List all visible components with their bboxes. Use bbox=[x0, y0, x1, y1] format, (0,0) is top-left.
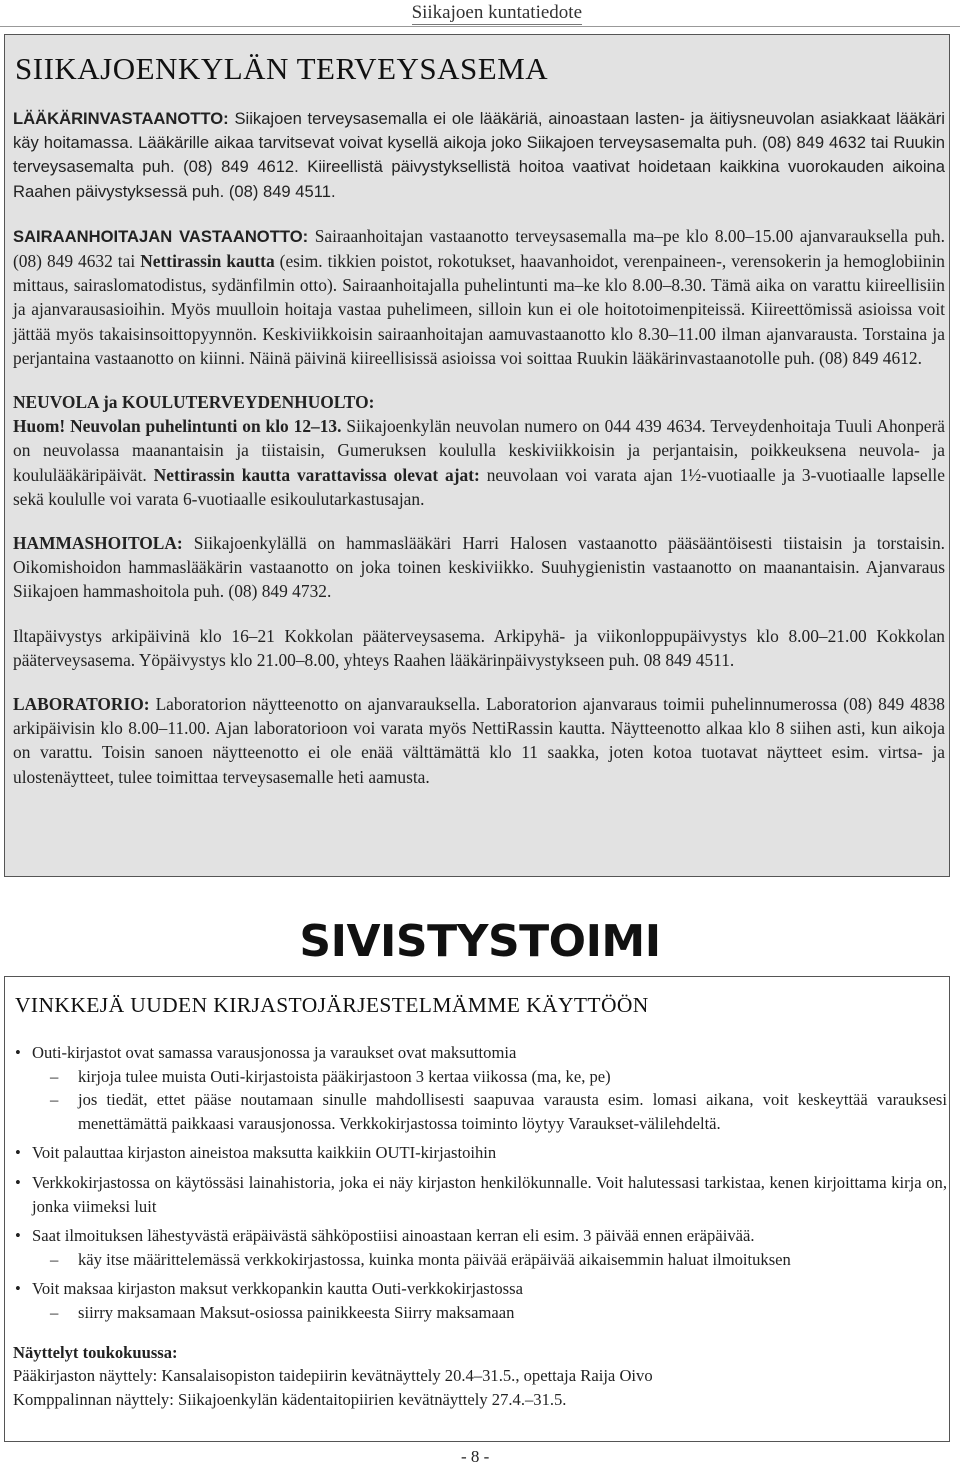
bullet-icon: • bbox=[15, 1172, 21, 1192]
bullet-text: Saat ilmoituksen lähestyvästä eräpäivästä sähköpostiisi ainoastaan kerran eli esim. 3 päivää ennen eräpäivää. bbox=[32, 1226, 755, 1246]
page-number: - 8 - bbox=[461, 1447, 490, 1466]
section-title: SIVISTYSTOIMI bbox=[299, 916, 661, 967]
clinic-text-1: Siikajoenkylän neuvolan numero on 044 439 4634. Terveydenhoitaja Tuuli Ahonperä on neuvolassa maanantaisin ja tiistaisin, Gumeruksen koululla keskiviikkoisin ja perjantaisin, poikkeuksena neuvola- ja koululääkäripäivät. bbox=[13, 416, 945, 485]
dash-icon: – bbox=[50, 1302, 59, 1322]
exhibitions-label: Näyttelyt toukokuussa: bbox=[13, 1342, 178, 1362]
sub-item-text: käy itse määrittelemässä verkkokirjastossa, kuinka monta päivää eräpäivää aikaisemmin haluat ilmoituksen bbox=[78, 1249, 791, 1269]
exhibition-line: Komppalinnan näyttely: Siikajoenkylän kädentaitopiirien kevätnäyttely 27.4.–31.5. bbox=[13, 1389, 567, 1409]
bullet-text: Verkkokirjastossa on käytössäsi lainahistoria, joka ei näy kirjaston henkilökunnalle. Voit halutessasi tarkistaa, kenen kirjoittama kirja on, jonka viimeksi luit bbox=[32, 1172, 947, 1216]
clinic-note: Huom! Neuvolan puhelintunti on klo 12–13. bbox=[13, 416, 342, 437]
nurse-paragraph bbox=[13, 224, 945, 370]
nurse-bold-1: Nettirassin kautta bbox=[140, 251, 275, 272]
doctor-text: Siikajoen terveysasemalla ei ole lääkäriä, ainoastaan lasten- ja äitiysneuvolan asiakkaat lääkäri käy hoitamassa. Lääkärille aikaa tarvitsevat voivat kysellä aikoja joko Siikajoen terveysasemalta puh. (08) 849 4632 tai Ruukin terveysasemalta puh. (08) 849 4612. Kiireellistä päivystyksellistä hoitoa vaativat hoidetaan kaikkina vuorokauden aikoina Raahen päivystyksessä puh. (08) 849 4511. bbox=[13, 109, 945, 201]
list-item bbox=[13, 1141, 947, 1165]
running-header: Siikajoen kuntatiedote bbox=[411, 2, 582, 23]
dental-label: HAMMASHOITOLA: bbox=[13, 533, 183, 554]
header-rule bbox=[0, 26, 960, 27]
nurse-text-1: Sairaanhoitajan vastaanotto terveysasemalla ma–pe klo 8.00–15.00 ajanvarauksella puh. (08) 849 4632 tai bbox=[13, 225, 945, 272]
sub-item bbox=[32, 1088, 947, 1135]
bullet-icon: • bbox=[15, 1043, 21, 1062]
sub-item-text: siirry maksamaan Maksut-osiossa painikkeesta Siirry maksamaan bbox=[78, 1302, 515, 1322]
list-item bbox=[13, 1224, 947, 1271]
dash-icon: – bbox=[50, 1249, 59, 1269]
health-station-box bbox=[4, 34, 950, 877]
emergency-text: Iltapäivystys arkipäivinä klo 16–21 Kokkolan pääterveysasema. Arkipyhä- ja viikonloppupäivystys klo 8.00–21.00 Kokkolan pääterveysasema. Yöpäivystys klo 21.00–8.00, yhteys Raahen lääkärinpäivystykseen puh. 08 849 4511. bbox=[13, 625, 945, 670]
nurse-label: SAIRAANHOITAJAN VASTAANOTTO: bbox=[13, 226, 309, 246]
lab-paragraph bbox=[13, 692, 945, 789]
clinic-label: NEUVOLA ja KOULUTERVEYDENHUOLTO: bbox=[13, 392, 375, 413]
clinic-paragraph bbox=[13, 390, 945, 511]
lab-label: LABORATORIO: bbox=[13, 694, 150, 715]
sub-item-text: jos tiedät, ettet pääse noutamaan sinulle mahdollisesti saapuvaa varausta esim. lomasi aikana, voit keskeyttää varauksesi menettämättä paikkaasi varausjonossa. Verkkokirjastossa toiminto löytyy Varaukset-välilehdeltä. bbox=[78, 1090, 947, 1133]
bullet-text: Outi-kirjastot ovat samassa varausjonossa ja varaukset ovat maksuttomia bbox=[32, 1043, 517, 1062]
dash-icon: – bbox=[50, 1090, 59, 1110]
sub-item bbox=[32, 1248, 947, 1272]
bullet-icon: • bbox=[15, 1143, 21, 1163]
clinic-bold-1: Nettirassin kautta varattavissa olevat ajat: bbox=[153, 464, 480, 485]
sub-item bbox=[32, 1065, 947, 1089]
exhibition-line: Pääkirjaston näyttely: Kansalaisopiston taidepiirin kevätnäyttely 20.4–31.5., opettaja Raija Oivo bbox=[13, 1366, 653, 1386]
doctor-label: LÄÄKÄRINVASTAANOTTO: bbox=[13, 109, 229, 128]
bullet-text: Voit maksaa kirjaston maksut verkkopankin kautta Outi-verkkokirjastossa bbox=[32, 1279, 523, 1299]
library-box bbox=[4, 976, 950, 1442]
sub-item-text: kirjoja tulee muista Outi-kirjastoista pääkirjastoon 3 kertaa viikossa (ma, ke, pe) bbox=[78, 1066, 611, 1086]
health-station-body bbox=[13, 107, 945, 809]
bullet-icon: • bbox=[15, 1279, 21, 1299]
dash-icon: – bbox=[50, 1066, 59, 1086]
dental-text: Siikajoenkylällä on hammaslääkäri Harri Halosen vastaanotto pääsääntöisesti tiistaisin ja torstaisin. Oikomishoidon hammaslääkärin vastaanotto on joka toinen keskiviikko. Suuhygienistin vastaanotto on maanantaisin. Ajanvaraus Siikajoen hammashoitola puh. (08) 849 4732. bbox=[13, 533, 945, 602]
list-item bbox=[13, 1277, 947, 1324]
library-content bbox=[13, 1041, 947, 1411]
bullet-text: Voit palauttaa kirjaston aineistoa maksutta kaikkiin OUTI-kirjastoihin bbox=[32, 1143, 497, 1163]
emergency-paragraph bbox=[13, 624, 945, 672]
health-station-title: SIIKAJOENKYLÄN TERVEYSASEMA bbox=[15, 51, 549, 86]
library-heading: VINKKEJÄ UUDEN KIRJASTOJÄRJESTELMÄMME KÄYTTÖÖN bbox=[15, 993, 649, 1017]
sub-item bbox=[32, 1301, 947, 1325]
exhibitions bbox=[13, 1341, 947, 1412]
lab-text: Laboratorion näytteenotto on ajanvarauksella. Laboratorion ajanvaraus toimii puhelinnumerossa (08) 849 4838 arkipäivisin klo 8.00–11.00. Ajan laboratorioon voi varata myös NettiRassin kautta. Näytteenotto alkaa klo 8 siihen asti, kun aikoja on varattu. Toisin sanoen näytteenotto ei ole enää välttämättä klo 11 saakka, joten kotoa tuotavat näytteet esim. virtsa- ja ulostenäytteet, tulee toimittaa terveysasemalle heti aamusta. bbox=[13, 694, 945, 787]
bullet-icon: • bbox=[15, 1226, 21, 1246]
nurse-text-2: (esim. tikkien poistot, rokotukset, haavanhoidot, verenpaineen-, verensokerin ja hemoglobiinin mittaus, sairaslomatodistus, sydänfilmin otto). Sairaanhoitajalla puhelintunti ma–ke klo 8.00–8.30. Tämä aika on varattu kiireellisiin ja ajanvarausasioihin. Myös muulloin hoitaja vastaa puhelimeen, silloin kun ei ole hoitotoimenpiteissä. Kiireettömissä asioissa voit jättää myös takaisinsoittopyynnön. Keskiviikkoisin sairaanhoitajan aamuvastaanotto klo 8.30–11.00 ilman ajanvarausta. Torstaina ja perjantaina vastaanotto on kiinni. Näinä päivinä kiireellisissä asioissa voi soittaa Ruukin lääkärinvastaanotolle puh. (08) 849 4612. bbox=[13, 251, 945, 368]
dental-paragraph bbox=[13, 531, 945, 604]
list-item bbox=[13, 1171, 947, 1218]
clinic-text-2: neuvolaan voi varata ajan 1½-vuotiaalle ja 3-vuotiaalle lapselle sekä koululle voi varata 6-vuotiaalle esikoulutarkastusajan. bbox=[13, 464, 945, 509]
doctor-paragraph bbox=[13, 107, 945, 204]
list-item bbox=[13, 1041, 947, 1135]
